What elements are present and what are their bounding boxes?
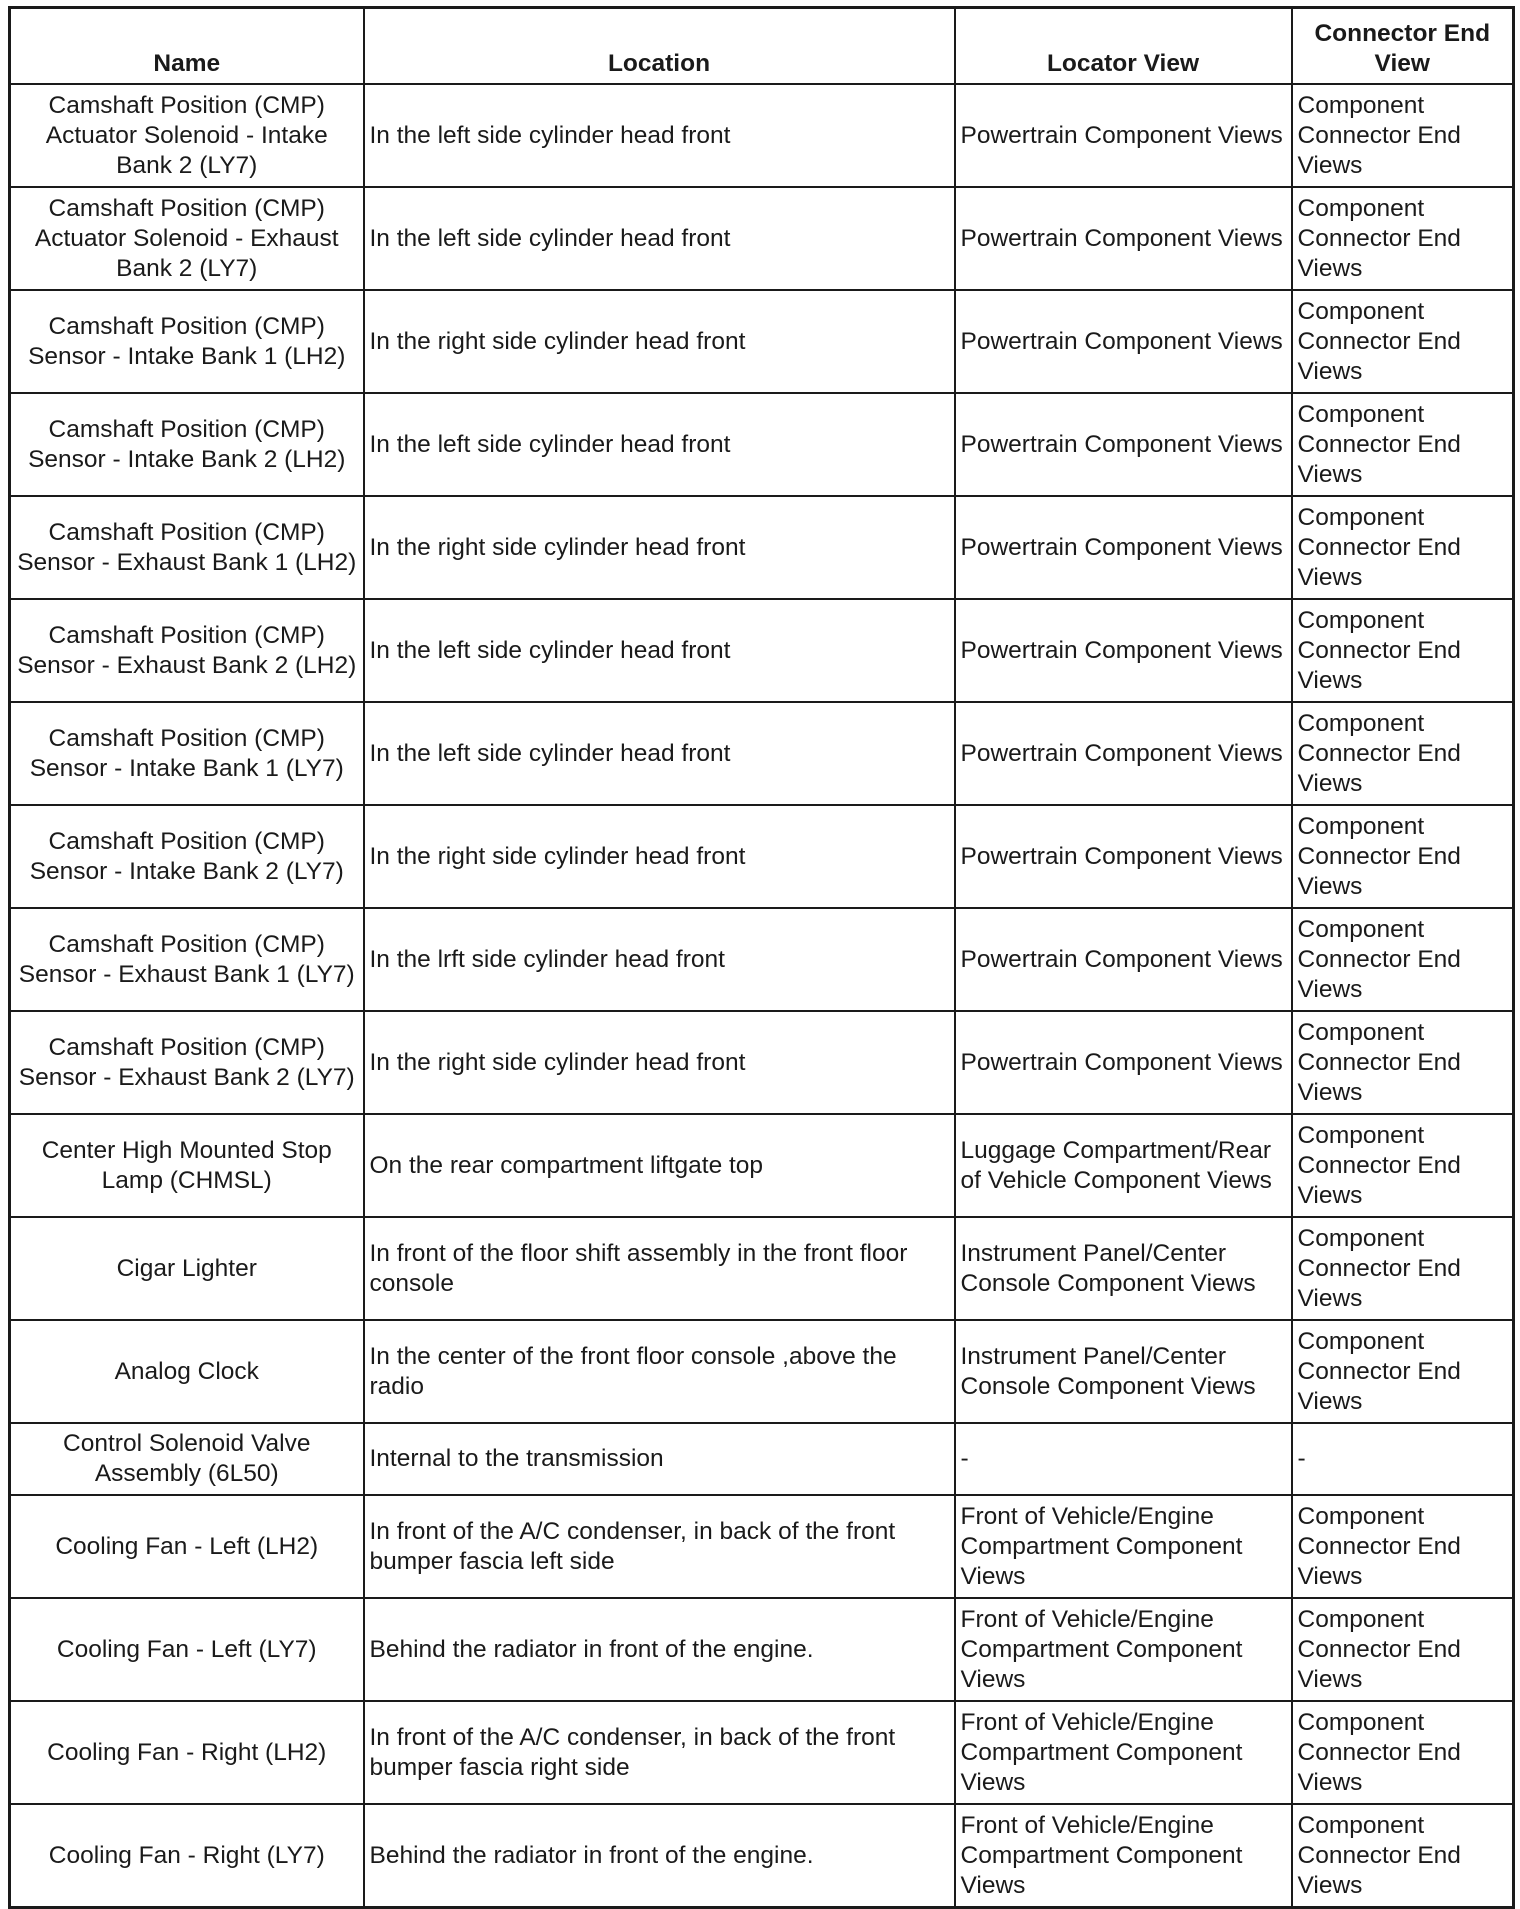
cell-connector-end-view: Component Connector End Views — [1292, 1114, 1514, 1217]
table-row — [10, 1804, 1514, 1908]
cell-connector-end-view: Component Connector End Views — [1292, 1701, 1514, 1804]
cell-location: In the left side cylinder head front — [364, 84, 955, 187]
table-row — [10, 1217, 1514, 1320]
cell-connector-end-view: Component Connector End Views — [1292, 1011, 1514, 1114]
cell-location: In the right side cylinder head front — [364, 496, 955, 599]
cell-location: In the left side cylinder head front — [364, 702, 955, 805]
table-row — [10, 908, 1514, 1011]
cell-connector-end-view: Component Connector End Views — [1292, 702, 1514, 805]
cell-name: Camshaft Position (CMP) Sensor - Exhaust Bank 2 (LY7) — [10, 1011, 364, 1114]
cell-locator-view: Powertrain Component Views — [955, 702, 1292, 805]
table-row — [10, 1320, 1514, 1423]
cell-connector-end-view: Component Connector End Views — [1292, 187, 1514, 290]
header-location: Location — [364, 8, 955, 85]
cell-name: Cooling Fan - Right (LY7) — [10, 1804, 364, 1908]
cell-name: Analog Clock — [10, 1320, 364, 1423]
cell-name: Cooling Fan - Left (LY7) — [10, 1598, 364, 1701]
component-locator-table — [8, 6, 1515, 1909]
table-row — [10, 1701, 1514, 1804]
cell-connector-end-view: Component Connector End Views — [1292, 1217, 1514, 1320]
header-name: Name — [10, 8, 364, 85]
cell-name: Camshaft Position (CMP) Sensor - Exhaust Bank 1 (LY7) — [10, 908, 364, 1011]
header-row — [10, 8, 1514, 85]
cell-name: Cigar Lighter — [10, 1217, 364, 1320]
cell-name: Cooling Fan - Left (LH2) — [10, 1495, 364, 1598]
table-row — [10, 805, 1514, 908]
table-row — [10, 1011, 1514, 1114]
cell-locator-view: Powertrain Component Views — [955, 393, 1292, 496]
cell-location: In the left side cylinder head front — [364, 393, 955, 496]
cell-connector-end-view: Component Connector End Views — [1292, 599, 1514, 702]
cell-location: In the left side cylinder head front — [364, 187, 955, 290]
cell-name: Camshaft Position (CMP) Sensor - Intake Bank 2 (LH2) — [10, 393, 364, 496]
cell-name: Camshaft Position (CMP) Sensor - Intake Bank 1 (LH2) — [10, 290, 364, 393]
cell-location: Behind the radiator in front of the engine. — [364, 1804, 955, 1908]
cell-location: In front of the A/C condenser, in back of the front bumper fascia left side — [364, 1495, 955, 1598]
cell-connector-end-view: Component Connector End Views — [1292, 805, 1514, 908]
cell-locator-view: Front of Vehicle/Engine Compartment Component Views — [955, 1598, 1292, 1701]
cell-name: Camshaft Position (CMP) Sensor - Exhaust Bank 1 (LH2) — [10, 496, 364, 599]
cell-connector-end-view: Component Connector End Views — [1292, 496, 1514, 599]
header-connector-end-view: Connector End View — [1292, 8, 1514, 85]
cell-location: On the rear compartment liftgate top — [364, 1114, 955, 1217]
cell-location: In front of the floor shift assembly in the front floor console — [364, 1217, 955, 1320]
table-row — [10, 187, 1514, 290]
table-row — [10, 1495, 1514, 1598]
cell-name: Camshaft Position (CMP) Sensor - Intake Bank 1 (LY7) — [10, 702, 364, 805]
table-row — [10, 496, 1514, 599]
cell-connector-end-view: Component Connector End Views — [1292, 1804, 1514, 1908]
cell-locator-view: Luggage Compartment/Rear of Vehicle Component Views — [955, 1114, 1292, 1217]
cell-connector-end-view: Component Connector End Views — [1292, 84, 1514, 187]
cell-name: Control Solenoid Valve Assembly (6L50) — [10, 1423, 364, 1495]
cell-connector-end-view: Component Connector End Views — [1292, 1320, 1514, 1423]
cell-location: In the right side cylinder head front — [364, 290, 955, 393]
cell-locator-view: Powertrain Component Views — [955, 1011, 1292, 1114]
table-row — [10, 702, 1514, 805]
table-row — [10, 1598, 1514, 1701]
cell-location: Behind the radiator in front of the engine. — [364, 1598, 955, 1701]
cell-locator-view: Powertrain Component Views — [955, 187, 1292, 290]
cell-locator-view: Front of Vehicle/Engine Compartment Component Views — [955, 1804, 1292, 1908]
cell-locator-view: Front of Vehicle/Engine Compartment Component Views — [955, 1701, 1292, 1804]
cell-location: In the lrft side cylinder head front — [364, 908, 955, 1011]
cell-location: Internal to the transmission — [364, 1423, 955, 1495]
cell-connector-end-view: Component Connector End Views — [1292, 908, 1514, 1011]
cell-location: In the right side cylinder head front — [364, 1011, 955, 1114]
cell-locator-view: Powertrain Component Views — [955, 496, 1292, 599]
cell-location: In the center of the front floor console ,above the radio — [364, 1320, 955, 1423]
cell-name: Cooling Fan - Right (LH2) — [10, 1701, 364, 1804]
cell-locator-view: Powertrain Component Views — [955, 290, 1292, 393]
cell-name: Camshaft Position (CMP) Sensor - Intake Bank 2 (LY7) — [10, 805, 364, 908]
cell-name: Camshaft Position (CMP) Sensor - Exhaust Bank 2 (LH2) — [10, 599, 364, 702]
table-row — [10, 84, 1514, 187]
table-row — [10, 393, 1514, 496]
table-row — [10, 290, 1514, 393]
cell-location: In the right side cylinder head front — [364, 805, 955, 908]
cell-connector-end-view: Component Connector End Views — [1292, 290, 1514, 393]
cell-connector-end-view: Component Connector End Views — [1292, 1598, 1514, 1701]
cell-name: Camshaft Position (CMP) Actuator Solenoid - Exhaust Bank 2 (LY7) — [10, 187, 364, 290]
cell-name: Camshaft Position (CMP) Actuator Solenoid - Intake Bank 2 (LY7) — [10, 84, 364, 187]
cell-connector-end-view: Component Connector End Views — [1292, 393, 1514, 496]
cell-connector-end-view: Component Connector End Views — [1292, 1495, 1514, 1598]
cell-locator-view: Powertrain Component Views — [955, 84, 1292, 187]
cell-location: In front of the A/C condenser, in back of the front bumper fascia right side — [364, 1701, 955, 1804]
cell-locator-view: Instrument Panel/Center Console Component Views — [955, 1217, 1292, 1320]
cell-connector-end-view: - — [1292, 1423, 1514, 1495]
cell-locator-view: Front of Vehicle/Engine Compartment Component Views — [955, 1495, 1292, 1598]
table-row — [10, 1423, 1514, 1495]
cell-name: Center High Mounted Stop Lamp (CHMSL) — [10, 1114, 364, 1217]
cell-locator-view: - — [955, 1423, 1292, 1495]
cell-location: In the left side cylinder head front — [364, 599, 955, 702]
table-row — [10, 599, 1514, 702]
table-row — [10, 1114, 1514, 1217]
cell-locator-view: Powertrain Component Views — [955, 908, 1292, 1011]
cell-locator-view: Powertrain Component Views — [955, 599, 1292, 702]
cell-locator-view: Powertrain Component Views — [955, 805, 1292, 908]
header-locator-view: Locator View — [955, 8, 1292, 85]
cell-locator-view: Instrument Panel/Center Console Component Views — [955, 1320, 1292, 1423]
